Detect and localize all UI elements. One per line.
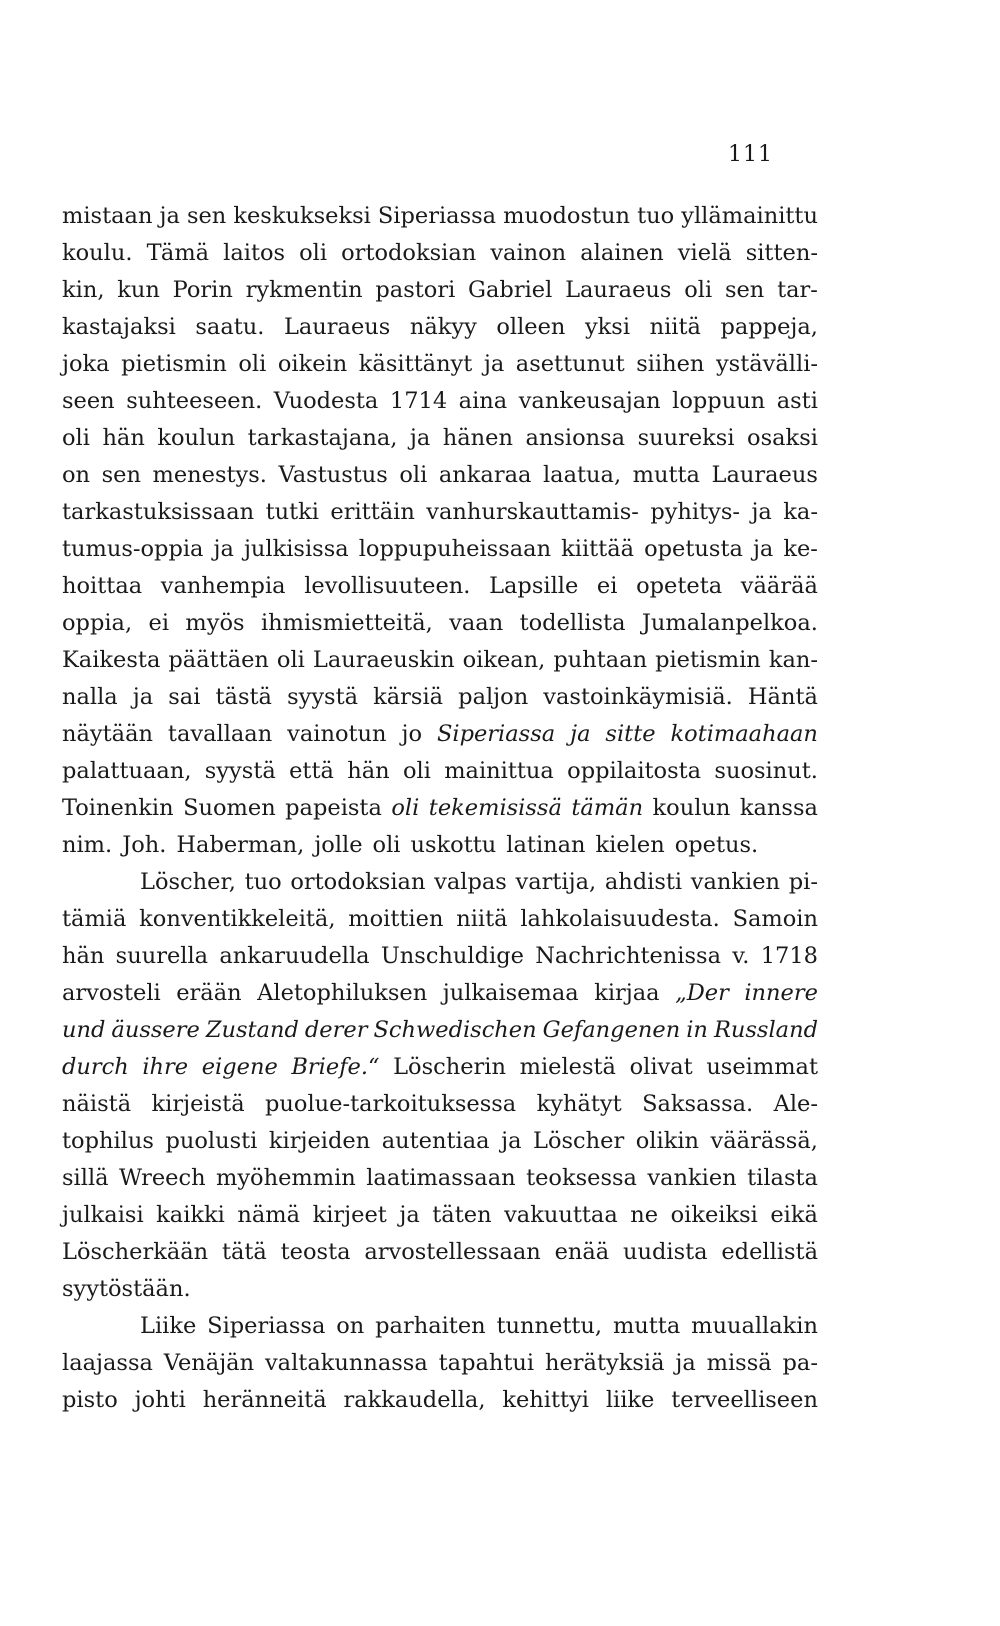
word: koulun xyxy=(157,425,236,451)
word: Nachrichtenissa xyxy=(535,943,721,969)
word: uskottu xyxy=(410,832,497,858)
word: Schwedischen xyxy=(373,1017,537,1043)
word: konventikkeleitä, xyxy=(139,906,336,932)
word: erittäin xyxy=(330,499,415,525)
word: päättäen xyxy=(168,647,269,673)
word: Haberman, xyxy=(176,832,305,858)
text-line xyxy=(62,494,818,531)
text-line xyxy=(62,605,818,642)
word: teosta xyxy=(280,1239,351,1265)
word: Siperiassa xyxy=(436,721,556,747)
word: näkyy xyxy=(409,314,477,340)
word: rykmentin xyxy=(245,277,363,303)
word: vainon xyxy=(490,240,567,266)
word: Toinenkin xyxy=(62,795,174,821)
word: opetus. xyxy=(674,832,759,858)
word: koulu. xyxy=(62,240,133,266)
word: Porin xyxy=(172,277,233,303)
word: palattuaan, xyxy=(62,758,192,784)
word: edellistä xyxy=(721,1239,818,1265)
word: keskukseksi xyxy=(233,203,371,229)
word: vankien xyxy=(647,1165,737,1191)
word: pyhitys- xyxy=(650,499,741,525)
word: Russland xyxy=(713,1017,818,1043)
word: oli xyxy=(62,425,90,451)
word: Löscherin xyxy=(393,1054,506,1080)
word: kärsiä xyxy=(373,684,444,710)
word: tämän xyxy=(571,795,644,821)
word: johti xyxy=(134,1387,186,1413)
word: puolue-tarkoituksessa xyxy=(265,1091,517,1117)
word: vastoinkäymisiä. xyxy=(543,684,733,710)
word: kaikki xyxy=(156,1202,225,1228)
word: rakkaudella, xyxy=(343,1387,486,1413)
word: mutta xyxy=(632,462,700,488)
word: näistä xyxy=(62,1091,132,1117)
word: oli xyxy=(402,758,431,784)
word: kirjeet xyxy=(312,1202,387,1228)
word: Samoin xyxy=(732,906,818,932)
word: kotimaahaan xyxy=(670,721,818,747)
word: tapahtui xyxy=(438,1350,535,1376)
word: terveelliseen xyxy=(671,1387,818,1413)
word: laajassa xyxy=(62,1350,153,1376)
word: oli xyxy=(684,277,713,303)
word: oppilaitosta xyxy=(567,758,702,784)
word: pi- xyxy=(788,869,818,895)
word: hän xyxy=(102,425,145,451)
word: ja xyxy=(751,499,772,525)
text-line xyxy=(62,753,818,790)
word: jo xyxy=(401,721,423,747)
word: ke- xyxy=(783,536,818,562)
text-line xyxy=(62,1271,818,1308)
word: oikeiksi xyxy=(670,1202,758,1228)
text-line xyxy=(62,1345,818,1382)
word: käsittänyt xyxy=(358,351,473,377)
text-line xyxy=(62,827,818,864)
word: ja xyxy=(483,351,505,377)
word: oli xyxy=(391,795,420,821)
word: tuo xyxy=(244,869,282,895)
word: Kaikesta xyxy=(62,647,161,673)
text-line xyxy=(62,235,818,272)
word: oli xyxy=(399,462,428,488)
word: 1714 xyxy=(389,388,448,414)
word: tekemisissä xyxy=(428,795,562,821)
word: vainotun xyxy=(287,721,387,747)
word: oli xyxy=(372,832,401,858)
word: Häntä xyxy=(747,684,818,710)
word: kirjaa xyxy=(594,980,660,1006)
text-line xyxy=(62,679,818,716)
text-line xyxy=(62,938,818,975)
word: tämiä xyxy=(62,906,127,932)
word: ortodoksian xyxy=(341,240,477,266)
word: 1718 xyxy=(760,943,818,969)
word: levollisuuteen. xyxy=(304,573,471,599)
word: laitos xyxy=(223,240,286,266)
word: täten xyxy=(432,1202,492,1228)
word: pietismin xyxy=(121,351,227,377)
word: sitten- xyxy=(745,240,818,266)
text-line xyxy=(62,1234,818,1271)
word: Tämä xyxy=(146,240,210,266)
word: muuallakin xyxy=(691,1313,818,1339)
word: mistaan xyxy=(62,203,153,229)
word: suurella xyxy=(115,943,209,969)
word: Lauraeus xyxy=(565,277,672,303)
word: valpas xyxy=(434,869,507,895)
word: Saksassa. xyxy=(642,1091,754,1117)
word: erään xyxy=(176,980,242,1006)
word: Zustand xyxy=(205,1017,299,1043)
word: ahdisti xyxy=(604,869,683,895)
word: vaan xyxy=(449,610,504,636)
text-line xyxy=(62,198,818,235)
word: Briefe.“ xyxy=(291,1054,380,1080)
word: Vuodesta xyxy=(273,388,379,414)
word: siihen xyxy=(636,351,705,377)
word: suureksi xyxy=(637,425,735,451)
word: koulun xyxy=(652,795,731,821)
word: teoksessa xyxy=(526,1165,637,1191)
word: oikein xyxy=(277,351,348,377)
word: useimmat xyxy=(706,1054,818,1080)
word: Gefangenen xyxy=(542,1017,681,1043)
text-line xyxy=(62,272,818,309)
word: niitä xyxy=(456,906,508,932)
word: Löscher xyxy=(533,1128,625,1154)
word: in xyxy=(686,1017,708,1043)
word: vakuuttaa xyxy=(504,1202,618,1228)
word: durch xyxy=(62,1054,129,1080)
word: opeteta xyxy=(636,573,723,599)
word: on xyxy=(62,462,91,488)
word: Wreech xyxy=(118,1165,206,1191)
word: vankeusajan xyxy=(518,388,661,414)
word: moittien xyxy=(348,906,444,932)
word: papeista xyxy=(285,795,382,821)
word: Liike xyxy=(140,1313,197,1339)
word: niitä xyxy=(649,314,701,340)
word: enää xyxy=(554,1239,610,1265)
word: väärässä, xyxy=(710,1128,818,1154)
word: todellista xyxy=(519,610,626,636)
word: autentiaa xyxy=(381,1128,490,1154)
word: puhtaan xyxy=(553,647,648,673)
word: julkaisi xyxy=(62,1202,144,1228)
word: oli xyxy=(238,351,267,377)
word: yksi xyxy=(584,314,631,340)
word: sai xyxy=(168,684,201,710)
text-line xyxy=(62,1160,818,1197)
word: hän xyxy=(347,758,390,784)
word: eigene xyxy=(201,1054,278,1080)
word: olivat xyxy=(629,1054,693,1080)
word: mutta xyxy=(612,1313,681,1339)
word: tutki xyxy=(265,499,319,525)
word: pastori xyxy=(375,277,456,303)
word: valtakunnassa xyxy=(264,1350,428,1376)
word: seen xyxy=(62,388,115,414)
word: muodostun xyxy=(503,203,631,229)
word: sitte xyxy=(605,721,656,747)
word: vankien xyxy=(690,869,781,895)
word: sen xyxy=(724,277,765,303)
word: vielä xyxy=(677,240,732,266)
word: ka- xyxy=(783,499,818,525)
word: äussere xyxy=(111,1017,200,1043)
word: julkisissa xyxy=(243,536,349,562)
word: ortodoksian xyxy=(290,869,426,895)
word: Lauraeus xyxy=(283,314,391,340)
word: heränneitä xyxy=(202,1387,327,1413)
text-line xyxy=(62,716,818,753)
word: Siperiassa xyxy=(207,1313,326,1339)
word: tuo xyxy=(637,203,675,229)
word: sen xyxy=(186,203,227,229)
text-line xyxy=(62,790,818,827)
word: olikin xyxy=(635,1128,700,1154)
word: laatua, xyxy=(542,462,622,488)
word: kehittyi xyxy=(502,1387,589,1413)
word: Lauraeuskin xyxy=(312,647,455,673)
word: Gabriel xyxy=(468,277,553,303)
text-line xyxy=(62,309,818,346)
word: alainen xyxy=(580,240,664,266)
word: Joh. xyxy=(122,832,167,858)
word: lahkolaisuudesta. xyxy=(520,906,720,932)
word: loppuun xyxy=(672,388,766,414)
text-line xyxy=(62,901,818,938)
word: nalla xyxy=(62,684,118,710)
text-line xyxy=(62,1049,818,1086)
word: „Der xyxy=(675,980,729,1006)
word: vanhempia xyxy=(160,573,286,599)
word: pietismin xyxy=(655,647,761,673)
word: joka xyxy=(62,351,110,377)
word: asettunut xyxy=(515,351,625,377)
word: puolusti xyxy=(165,1128,258,1154)
word: ne xyxy=(630,1202,659,1228)
word: myös xyxy=(185,610,245,636)
word: latinan xyxy=(506,832,586,858)
word: yllämainittu xyxy=(681,203,818,229)
word: pisto xyxy=(62,1387,118,1413)
word: kanssa xyxy=(739,795,818,821)
word: asti xyxy=(776,388,818,414)
word: osaksi xyxy=(747,425,818,451)
word: mielestä xyxy=(519,1054,616,1080)
word: kirjeiden xyxy=(268,1128,371,1154)
word: Ale- xyxy=(773,1091,818,1117)
word: oikean, xyxy=(462,647,546,673)
word: oppia, xyxy=(62,610,133,636)
word: olleen xyxy=(496,314,566,340)
text-line xyxy=(62,1382,818,1419)
word: sillä xyxy=(62,1165,109,1191)
text-line xyxy=(62,457,818,494)
word: oli xyxy=(299,240,328,266)
word: loppupuheissaan xyxy=(358,536,552,562)
word: vanhurskauttamis- xyxy=(426,499,639,525)
text-line xyxy=(62,420,818,457)
word: kin, xyxy=(62,277,105,303)
word: tarkastuksissaan xyxy=(62,499,255,525)
word: ansionsa xyxy=(525,425,626,451)
text-line xyxy=(62,1086,818,1123)
word: Vastustus xyxy=(278,462,388,488)
page-number: 111 xyxy=(728,142,773,167)
word: ankaruudella xyxy=(219,943,370,969)
word: opetusta xyxy=(644,536,743,562)
word: ei xyxy=(148,610,170,636)
word: innere xyxy=(744,980,818,1006)
word: tavallaan xyxy=(167,721,273,747)
word: Löscher, xyxy=(140,869,236,895)
word: laatimassaan xyxy=(366,1165,516,1191)
body-text xyxy=(62,198,818,1419)
word: oli xyxy=(276,647,305,673)
word: näytään xyxy=(62,721,153,747)
word: suosinut. xyxy=(714,758,818,784)
word: und xyxy=(62,1017,106,1043)
word: että xyxy=(289,758,334,784)
word: pappeja, xyxy=(720,314,818,340)
word: pa- xyxy=(782,1350,818,1376)
word: vartija, xyxy=(515,869,597,895)
word: ankaraa xyxy=(438,462,532,488)
word: kastajaksi xyxy=(62,314,176,340)
word: arvostellessaan xyxy=(364,1239,541,1265)
word: syytöstään. xyxy=(62,1276,191,1302)
word: ja xyxy=(159,203,180,229)
word: tätä xyxy=(221,1239,267,1265)
word: ei xyxy=(596,573,618,599)
word: hoittaa xyxy=(62,573,143,599)
word: väärää xyxy=(740,573,818,599)
word: Venäjän xyxy=(163,1350,255,1376)
word: nämä xyxy=(237,1202,301,1228)
text-line xyxy=(62,346,818,383)
word: liike xyxy=(605,1387,655,1413)
word: kun xyxy=(117,277,160,303)
word: tunnettu, xyxy=(496,1313,603,1339)
word: Unschuldige xyxy=(380,943,524,969)
text-line xyxy=(62,1123,818,1160)
word: ja xyxy=(675,1350,696,1376)
word: saatu. xyxy=(195,314,265,340)
word: suhteeseen. xyxy=(126,388,263,414)
word: tästä xyxy=(215,684,272,710)
text-line xyxy=(62,383,818,420)
word: kiittää xyxy=(561,536,635,562)
text-line xyxy=(62,1012,818,1049)
word: arvosteli xyxy=(62,980,161,1006)
text-line xyxy=(62,642,818,679)
word: tophilus xyxy=(62,1128,154,1154)
word: parhaiten xyxy=(375,1313,486,1339)
word: ihre xyxy=(142,1054,189,1080)
word: Lapsille xyxy=(489,573,579,599)
text-line xyxy=(62,531,818,568)
word: Suomen xyxy=(183,795,276,821)
word: hän xyxy=(62,943,105,969)
word: Lauraeus xyxy=(711,462,818,488)
word: on xyxy=(336,1313,365,1339)
word: menestys. xyxy=(152,462,267,488)
word: jolle xyxy=(314,832,363,858)
word: mainittua xyxy=(444,758,554,784)
word: aina xyxy=(458,388,508,414)
word: kielen xyxy=(595,832,665,858)
word: kan- xyxy=(768,647,818,673)
word: v. xyxy=(732,943,750,969)
word: myöhemmin xyxy=(216,1165,356,1191)
word: hänen xyxy=(442,425,513,451)
word: herätyksiä xyxy=(544,1350,665,1376)
word: Siperiassa xyxy=(377,203,497,229)
word: tar- xyxy=(777,277,818,303)
word: ystävälli- xyxy=(715,351,818,377)
word: syystä xyxy=(287,684,359,710)
word: Jumalanpelkoa. xyxy=(641,610,818,636)
word: tilasta xyxy=(747,1165,818,1191)
word: ja xyxy=(213,536,234,562)
word: paljon xyxy=(458,684,529,710)
word: ja xyxy=(752,536,774,562)
text-line xyxy=(62,975,818,1012)
word: julkaisemaa xyxy=(442,980,579,1006)
word: eikä xyxy=(770,1202,818,1228)
word: tarkastajana, xyxy=(247,425,398,451)
word: Löscherkään xyxy=(62,1239,209,1265)
word: ja xyxy=(409,425,431,451)
word: ihmismietteitä, xyxy=(260,610,433,636)
word: uudista xyxy=(622,1239,708,1265)
word: Aletophiluksen xyxy=(257,980,428,1006)
text-line xyxy=(62,1197,818,1234)
word: missä xyxy=(706,1350,772,1376)
text-line xyxy=(62,864,818,901)
word: kyhätyt xyxy=(536,1091,622,1117)
word: kirjeistä xyxy=(151,1091,245,1117)
word: ja xyxy=(399,1202,420,1228)
word: syystä xyxy=(204,758,276,784)
word: ja xyxy=(570,721,591,747)
word: tumus-oppia xyxy=(62,536,204,562)
word: ja xyxy=(132,684,154,710)
text-line xyxy=(62,1308,818,1345)
word: nim. xyxy=(62,832,113,858)
word: sen xyxy=(101,462,141,488)
word: derer xyxy=(304,1017,368,1043)
text-line xyxy=(62,568,818,605)
word: ja xyxy=(501,1128,522,1154)
